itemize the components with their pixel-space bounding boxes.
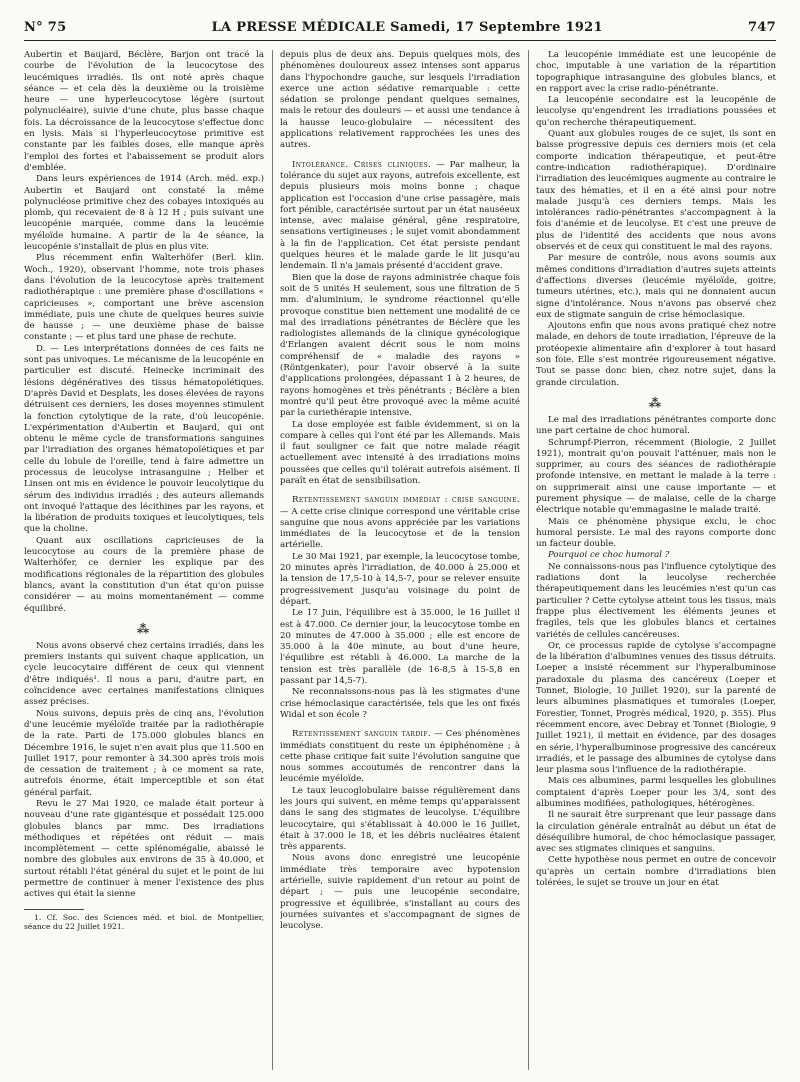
paragraph: Aubertin et Baujard, Béclère, Barjon ont tracé la courbe de l'évolution de la leucocytose des leucémiques irradiés. Ils ont noté après chaque séance — et cela dès la deuxième ou la troisième heure — une hyperleucocytose légère (surtout polynucléaire), suivie d'une chute, plus basse chaque fois. La décroissance de la leucocytose s'effectue donc en lysis. Mais si l'hyperleucocytose primitive est constante par les faibles doses, elle manque après l'emploi des fortes et l'abaissement se produit alors d'emblée.	[24, 50, 264, 173]
text-column-2	[280, 50, 520, 1072]
paragraph: La leucopénie immédiate est une leucopénie de choc, imputable à une variation de la répartition topographique intrasanguine des globules blancs, et en rapport avec la crise radio-pénétrante.	[536, 50, 776, 94]
paragraph: Le 17 Juin, l'équilibre est à 35.000, le 16 Juillet il est à 47.000. Ce dernier jour, la leucocytose tombe en 20 minutes de 47.000 à 35.000 ; elle est encore de 35.000 à la 40e minute, au bout d'une heure, l'équilibre est rétabli à 46.000. La marche de la tension est très parallèle (de 16-8,5 à 15-5,8 en passant par 14,5-7).	[280, 608, 520, 687]
paragraph: Plus récemment enfin Walterhöfer (Berl. klin. Woch., 1920), observant l'homme, note trois phases dans l'évolution de la leucocytose après traitement radiothérapique : une première phase d'oscillations « capricieuses », comportant une brève ascension immédiate, puis une chute de quelques heures suivie de hausse ; — une deuxième phase de baisse constante ; — et plus tard une phase de rechute.	[24, 253, 264, 343]
footnote: 1. Cf. Soc. des Sciences méd. et biol. de Montpellier, séance du 22 Juillet 1921.	[24, 912, 264, 932]
footnote-rule	[24, 909, 84, 910]
paragraph: Schrumpf-Pierron, récemment (Biologie, 2 Juillet 1921), montrait qu'on pouvait l'atténuer, mais non le supprimer, au cours des séances de radiothérapie profonde intensive, en mettant le malade à la terre : on supprimerait ainsi une cause importante — et purement physique — de malaise, celle de la charge électrique notable qu'emmagasine le malade traité.	[536, 437, 776, 516]
paragraph: Mais ces albumines, parmi lesquelles les globulines comptaient d'après Loeper pour les 3/4, sont des albumines modifiées, pathologiques, hétérogènes.	[536, 776, 776, 809]
header-rule	[24, 40, 776, 41]
paragraph: Quant aux oscillations capricieuses de la leucocytose au cours de la première phase de Walterhöfer, ce dernier les explique par des modifications régionales de la répartition des globules blancs, avant la constitution d'un état qu'on puisse considérer — au moins momentanément — comme équilibré.	[24, 535, 264, 614]
section-separator: ⁂	[136, 621, 152, 636]
issue-date: Samedi, 17 Septembre 1921	[390, 20, 603, 35]
paragraph: Nous suivons, depuis près de cinq ans, l'évolution d'une leucémie myéloïde traitée par la radiothérapie de la rate. Parti de 175.000 globules blancs en Décembre 1916, le sujet n'en avait plus que 11.500 en Juillet 1917, pour remonter à 34.300 après trois mois de cessation de traitement ; à ce moment sa rate, autrefois énorme, était imperceptible et son état général parfait.	[24, 708, 264, 798]
paragraph: D. — Les interprétations données de ces faits ne sont pas univoques. Le mécanisme de la leucopénie en particulier est discuté. Heinecke incriminait des lésions dégénératives des tissus hématopoïétiques. D'après David et Desplats, les doses élevées de rayons détruisent ces derniers, les doses moyennes stimulent la fonction cytolytique de la rate, d'où leucopénie. L'expérimentation d'Aubertin et Baujard, qui ont obtenu le même cycle de transformations sanguines par l'irradiation des organes hématopoïétiques et par celle du lobule de l'oreille, tend à faire admettre un processus de leucolyse intrasanguine ; Helber et Linsen ont mis en évidence le pouvoir leucolytique du sérum des individus irradiés ; des auteurs allemands ont invoqué l'attaque des lécithines par les rayons, et la libération de produits toxiques et leucolytiques, tels que la choline.	[24, 343, 264, 535]
section-separator: ⁂	[648, 395, 664, 410]
text-column-1	[24, 50, 264, 1072]
paragraph: Par mesure de contrôle, nous avons soumis aux mêmes conditions d'irradiation d'autres sujets atteints d'affections diverses (leucémie myéloïde, goitre, tumeurs utérines, etc.), mais qui ne donnaient aucun signe d'intolérance. Nous n'avons pas observé chez eux de stigmate sanguin de crise hémoclasique.	[536, 253, 776, 320]
paragraph: La dose employée est faible évidemment, si on la compare à celles qui l'ont été par les Allemands. Mais il faut souligner ce fait que notre malade réagit actuellement avec intensité à des irradiations moins poussées que celles qu'il tolérait autrefois aisément. Il paraît en état de sensibilisation.	[280, 419, 520, 486]
paragraph: Pourquoi ce choc humoral ?	[548, 550, 670, 561]
paragraph: Revu le 27 Mai 1920, ce malade était porteur à nouveau d'une rate gigantesque et possédait 125.000 globules blancs par mmc. Des irradiations méthodiques et répétées ont réduit — mais incomplètement — cette splénomégalie, abaissé le nombre des globules aux environs de 35 à 40.000, et surtout rétabli l'état général du sujet et le point de lui permettre de continuer à mener l'existence des plus actives qui était la sienne	[24, 799, 264, 900]
paragraph: Le mal des irradiations pénétrantes comporte donc une part certaine de choc humoral.	[536, 414, 776, 437]
section-heading: Intolérance. Crises cliniques.	[292, 159, 432, 170]
paragraph: La leucopénie secondaire est la leucopénie de leucolyse qu'engendrent les irradiations poussées et qu'on recherche thérapeutiquement.	[536, 95, 776, 128]
paragraph: Retentissement sanguin tardif. — Ces phénomènes immédiats constituent du reste un épiphénomène ; à cette phase critique fait suite l'évolution sanguine que nous sommes accoutumés de rencontrer dans la leucémie myéloïde.	[280, 729, 520, 785]
paragraph: Le taux leucoglobulaire baisse régulièrement dans les jours qui suivent, en même temps qu'apparaissent dans le sang des stigmates de leucolyse. L'équilibre leucocytaire, qui s'établissait à 40.000 le 16 Juillet, était à 37.000 le 18, et les débris nucléaires étaient très apparents.	[280, 785, 520, 853]
paragraph: depuis plus de deux ans. Depuis quelques mois, des phénomènes douloureux assez intenses sont apparus dans l'hypochondre gauche, sur lesquels l'irradiation exerce une action sédative remarquable : cette sédation se prolonge pendant quelques semaines, mais le retour des douleurs — et aussi une tendance à la hausse leuco-globulaire — nécessitent des applications relativement rapprochées les unes des autres.	[280, 50, 520, 151]
paragraph: Le 30 Mai 1921, par exemple, la leucocytose tombe, 20 minutes après l'irradiation, de 40.000 à 25.000 et la tension de 17,5-10 à 14,5-7, pour se relever ensuite progressivement jusqu'au voisinage du point de départ.	[280, 551, 520, 607]
paragraph: Nous avons donc enregistré une leucopénie immédiate très temporaire avec hypotension artérielle, suivie rapidement d'un retour au point de départ ; — puis une leucopénie secondaire, progressive et équilibrée, s'installant au cours des journées suivantes et s'accompagnant de signes de leucolyse.	[280, 853, 520, 932]
paragraph: Retentissement sanguin immédiat : crise sanguine. — A cette crise clinique correspond une véritable crise sanguine que nous avons appréciée par les variations immédiates de la leucocytose et de la tension artérielle.	[280, 495, 520, 551]
paragraph: Ajoutons enfin que nous avons pratiqué chez notre malade, en dehors de toute irradiation, l'épreuve de la protéopexie alimentaire afin d'explorer à tout hasard son foie. Elle s'est montrée rigoureusement négative. Tout se passe donc bien, chez notre sujet, dans la grande circulation.	[536, 321, 776, 388]
page-header	[24, 20, 776, 38]
paragraph: Cette hypothèse nous permet en outre de concevoir qu'après un certain nombre d'irradiations bien tolérées, le sujet se trouve un jour en état	[536, 855, 776, 889]
text-column-3	[536, 50, 776, 1072]
paragraph: Ne connaissons-nous pas l'influence cytolytique des radiations dont la leucolyse recherchée thérapeutiquement dans les leucémies n'est qu'un cas particulier ? Cette cytolyse atteint tous les tissus, mais frappe plus électivement les éléments jeunes et fragiles, tels que les globules blancs et certaines variétés de cellules cancéreuses.	[536, 561, 776, 640]
paragraph: Nous avons observé chez certains irradiés, dans les premiers instants qui suivent chaque application, un cycle leucocytaire différent de ceux qui viennent d'être indiqués¹. Il nous a paru, d'autre part, en coïncidence avec certaines manifestations cliniques assez précises.	[24, 640, 264, 708]
paragraph: Or, ce processus rapide de cytolyse s'accompagne de la libération d'albumines venues des tissus détruits. Loeper a insisté récemment sur l'hyperalbuminose paradoxale du plasma des cancéreux (Loeper et Tonnet, Biologie, 10 Juillet 1920), sur la parenté de leurs albumines plasmatiques et tumorales (Loeper, Forestier, Tonnet, Progrès médical, 1920, p. 355). Plus récemment encore, avec Debray et Tonnet (Biologie, 9 Juillet 1921), il mettait en évidence, par des dosages en série, l'hyperalbuminose progressive des cancéreux irradiés, et le passage des albumines de cytolyse dans leur plasma sous l'influence de la radiothérapie.	[536, 640, 776, 776]
column-divider	[272, 50, 273, 1070]
column-divider	[528, 50, 529, 1070]
paragraph: Il ne saurait être surprenant que leur passage dans la circulation générale entraînât au début un état de déséquilibre humoral, de choc hémoclasique passager, avec ses stigmates cliniques et sanguins.	[536, 810, 776, 855]
paragraph: Mais ce phénomène physique exclu, le choc humoral persiste. Le mal des rayons comporte donc un facteur double.	[536, 516, 776, 550]
section-heading: Retentissement sanguin tardif.	[292, 729, 432, 740]
journal-title: LA PRESSE MÉDICALE	[211, 20, 386, 35]
paragraph: Quant aux globules rouges de ce sujet, ils sont en baisse progressive depuis ces derniers mois (et cela comporte indication thérapeutique, et peut-être contre-indication radiothérapique). D'ordinaire l'irradiation des leucémiques augmente au contraire le taux des hématies, et il en a été ainsi pour notre malade jusqu'à ces derniers temps. Mais les intolérances radio-pénétrantes s'accompagnent à la fois d'anémie et de leucolyse. Et c'est une preuve de plus de l'identité des accidents que nous avons observés et de ceux qui constituent le mal des rayons.	[536, 129, 776, 253]
issue-number: N° 75	[24, 20, 67, 35]
paragraph: Intolérance. Crises cliniques. — Par malheur, la tolérance du sujet aux rayons, autrefois excellente, est depuis plusieurs mois moins bonne ; chaque application est l'occasion d'une crise passagère, mais fort pénible, caractérisée surtout par un état nauséeux intense, avec malaise général, gêne respiratoire, sensations vertigineuses ; le sujet vomit abondamment à la fin de l'application. Cet état persiste pendant quelques heures et le malade garde le lit jusqu'au lendemain. Il n'a jamais présenté d'accident grave.	[280, 159, 520, 272]
page-number: 747	[747, 20, 776, 35]
paragraph: Dans leurs expériences de 1914 (Arch. méd. exp.) Aubertin et Baujard ont constaté la même polynucléose primitive chez des cobayes intoxiqués au plomb, qui recevaient de 8 à 12 H ; puis suivant une leucopénie marquée, comme dans la leucémie myéloïde humaine. A partir de la 4e séance, la leucopénie s'installait de plus en plus vite.	[24, 174, 264, 253]
journal-title-date	[212, 20, 603, 35]
section-heading: Retentissement sanguin immédiat : crise sanguine.	[292, 495, 520, 506]
paragraph: Bien que la dose de rayons administrée chaque fois soit de 5 unités H seulement, sous une filtration de 5 mm. d'aluminium, le syndrome réactionnel qu'elle provoque constitue bien nettement une modalité de ce mal des irradiations pénétrantes de Béclère que les radiologistes allemands de la clinique gynécologique d'Erlangen avaient décrit sous le nom moins compréhensif de « maladie des rayons » (Röntgenkater), pour l'avoir observé à la suite d'applications prolongées, dépassant 1 à 2 heures, de rayons homogènes et très pénétrants ; Béclère a bien montré qu'il peut être provoqué avec la même acuité par la curiethérapie intensive.	[280, 272, 520, 419]
paragraph: Ne reconnaissons-nous pas là les stigmates d'une crise hémoclasique caractérisée, tels que les ont fixés Widal et son école ?	[280, 687, 520, 720]
